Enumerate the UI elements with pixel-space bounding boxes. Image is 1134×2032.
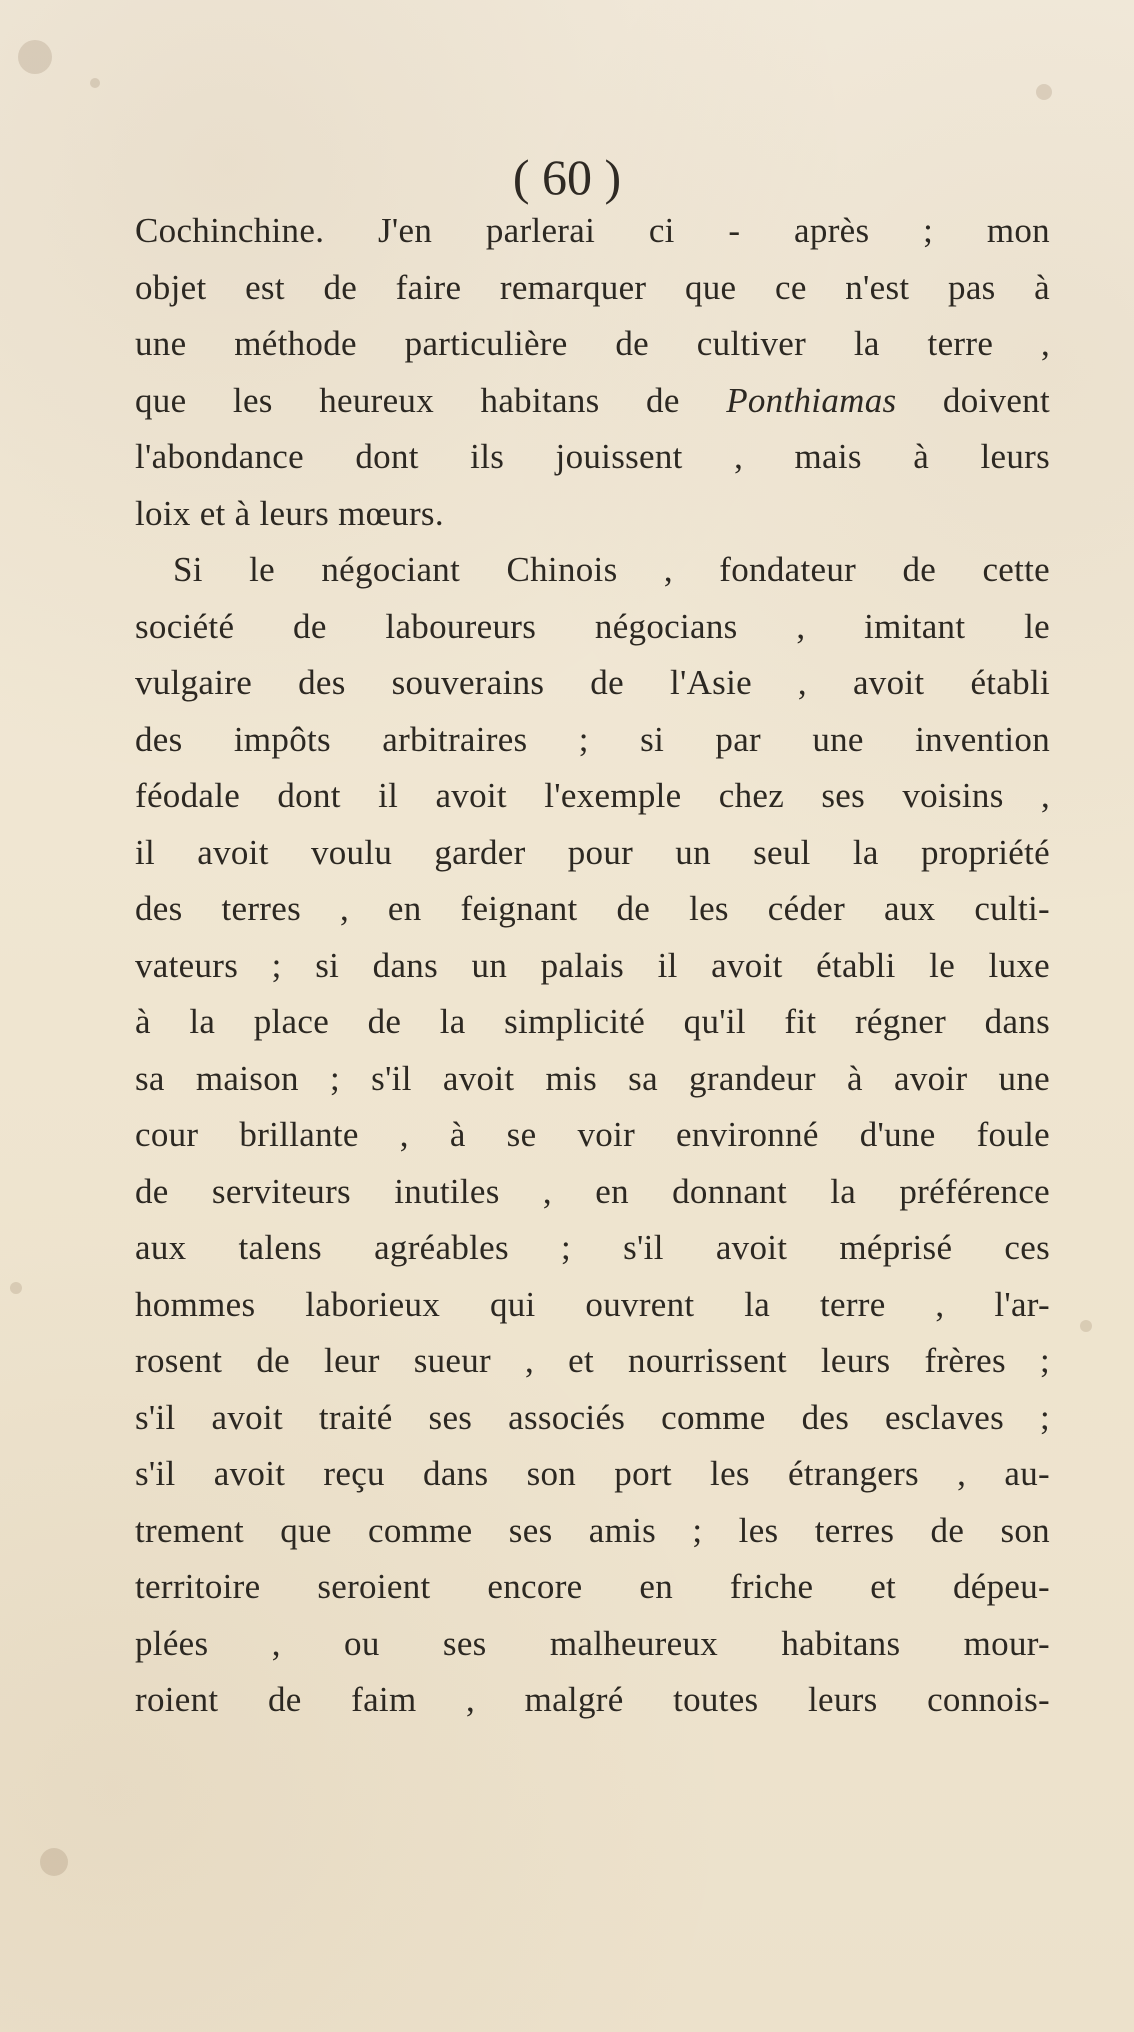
- page-number: ( 60 ): [512, 149, 622, 205]
- text-line: Cochinchine. J'en parlerai ci - après ; mon: [135, 211, 1050, 250]
- place-name-italic: Ponthiamas: [726, 380, 897, 420]
- paper-stain: [10, 1282, 22, 1294]
- text-line: trement que comme ses amis ; les terres de son: [135, 1510, 1050, 1550]
- paper-stain: [40, 1848, 68, 1876]
- text-line: s'il avoit traité ses associés comme des esclaves ;: [135, 1397, 1050, 1437]
- paper-stain: [18, 40, 52, 74]
- text-line: objet est de faire remarquer que ce n'est pas à: [135, 267, 1050, 307]
- text-line: Si le négociant Chinois , fondateur de cette: [173, 550, 1050, 589]
- text-line: loix et à leurs mœurs.: [135, 493, 444, 533]
- text-line: sa maison ; s'il avoit mis sa grandeur à avoir une: [135, 1058, 1050, 1098]
- paper-stain: [1036, 84, 1052, 100]
- text-line: plées , ou ses malheureux habitans mour-: [135, 1623, 1050, 1663]
- text-line: aux talens agréables ; s'il avoit méprisé ces: [135, 1228, 1050, 1267]
- text-line: [135, 373, 1050, 430]
- text-line: il avoit voulu garder pour un seul la propriété: [135, 832, 1050, 872]
- text-line: féodale dont il avoit l'exemple chez ses voisins ,: [135, 776, 1050, 815]
- text-line: des terres , en feignant de les céder aux culti-: [135, 889, 1050, 928]
- paragraph-1: [135, 203, 1050, 542]
- text-line: cour brillante , à se voir environné d'une foule: [135, 1115, 1050, 1154]
- text-line: vulgaire des souverains de l'Asie , avoit établi: [135, 663, 1050, 702]
- text-segment: que les heureux habitans de: [135, 380, 727, 420]
- body-text: [135, 203, 1050, 1729]
- paragraph-2: [135, 542, 1050, 1729]
- text-line: territoire seroient encore en friche et dépeu-: [135, 1567, 1050, 1606]
- text-line: vateurs ; si dans un palais il avoit établi le luxe: [135, 945, 1050, 985]
- text-line: des impôts arbitraires ; si par une invention: [135, 719, 1050, 759]
- text-line: une méthode particulière de cultiver la terre ,: [135, 324, 1050, 363]
- paper-stain: [90, 78, 100, 88]
- text-line: de serviteurs inutiles , en donnant la préférence: [135, 1171, 1050, 1211]
- text-segment: doivent: [896, 380, 1050, 420]
- text-line: s'il avoit reçu dans son port les étrangers , au-: [135, 1454, 1050, 1493]
- text-line: l'abondance dont ils jouissent , mais à leurs: [135, 437, 1050, 476]
- text-line: société de laboureurs négocians , imitant le: [135, 606, 1050, 646]
- paper-stain: [1080, 1320, 1092, 1332]
- text-line: rosent de leur sueur , et nourrissent leurs frères ;: [135, 1341, 1050, 1380]
- text-line: à la place de la simplicité qu'il fit régner dans: [135, 1002, 1050, 1041]
- text-line: hommes laborieux qui ouvrent la terre , l'ar-: [135, 1284, 1050, 1324]
- text-line: roient de faim , malgré toutes leurs connois-: [135, 1680, 1050, 1719]
